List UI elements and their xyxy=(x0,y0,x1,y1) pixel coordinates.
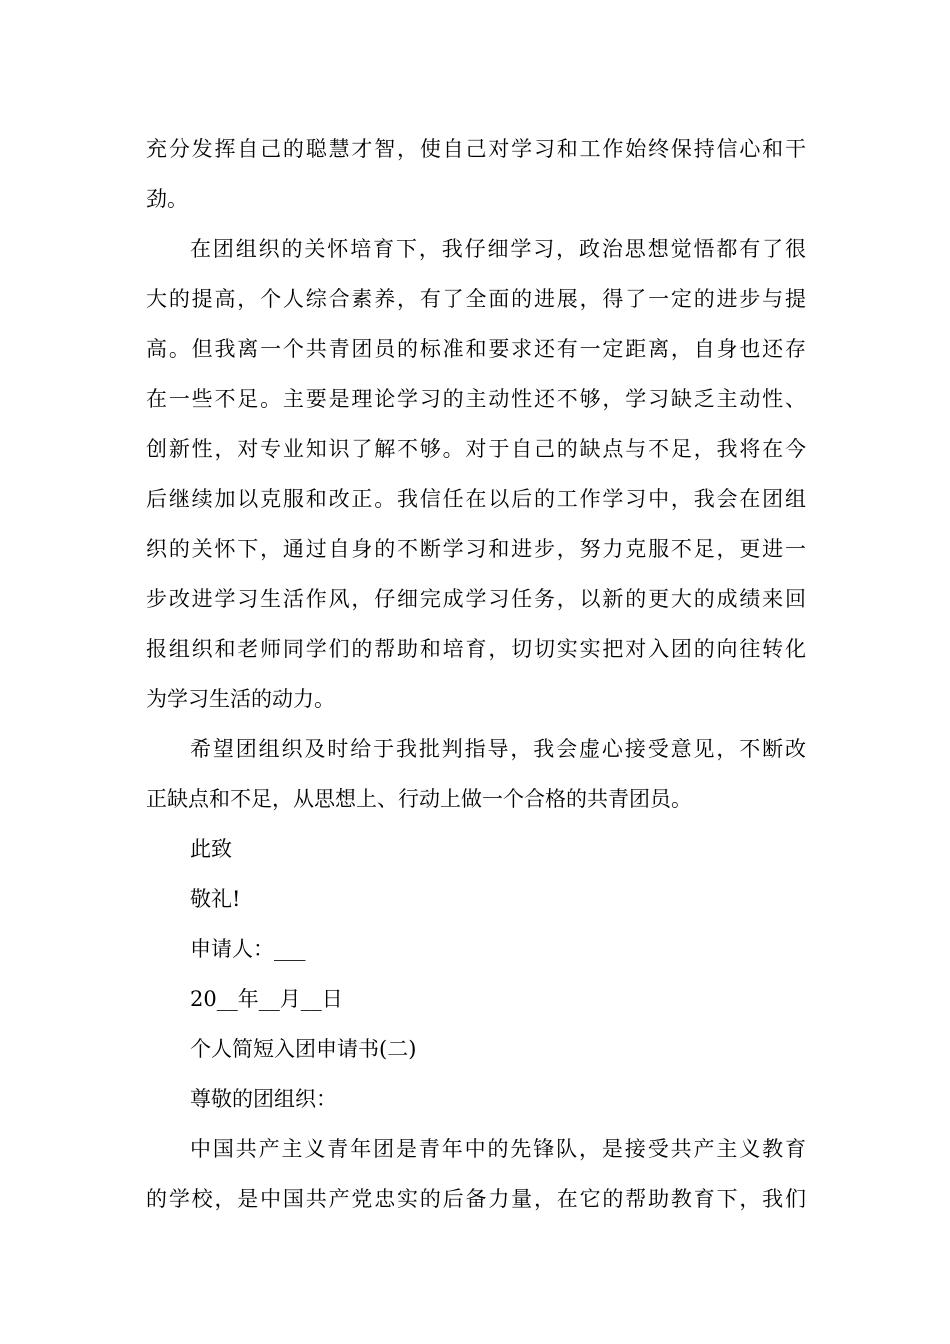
text-line: 创新性，对专业知识了解不够。对于自己的缺点与不足，我将在今 xyxy=(146,437,806,461)
text-line: 大的提高，个人综合素养，有了全面的进展，得了一定的进步与提 xyxy=(146,287,806,311)
date-line: 20__年__月__日 xyxy=(190,987,343,1011)
closing-salutation: 此致 xyxy=(190,837,232,861)
text-line: 步改进学习生活作风，仔细完成学习任务，以新的更大的成绩来回 xyxy=(146,587,806,611)
text-line: 为学习生活的动力。 xyxy=(146,687,335,711)
paragraph-first-line: 在团组织的关怀培育下，我仔细学习，政治思想觉悟都有了很 xyxy=(190,237,806,261)
greeting: 尊敬的团组织： xyxy=(190,1087,337,1111)
document-body xyxy=(146,124,806,1224)
text-line: 在一些不足。主要是理论学习的主动性还不够，学习缺乏主动性、 xyxy=(146,387,806,411)
text-line: 正缺点和不足，从思想上、行动上做一个合格的共青团员。 xyxy=(146,787,692,811)
paragraph-first-line: 中国共产主义青年团是青年中的先锋队，是接受共产主义教育 xyxy=(190,1137,806,1161)
text-line: 高。但我离一个共青团员的标准和要求还有一定距离，自身也还存 xyxy=(146,337,806,361)
closing-regards: 敬礼! xyxy=(190,887,241,911)
text-line: 的学校，是中国共产党忠实的后备力量，在它的帮助教育下，我们 xyxy=(146,1187,806,1211)
text-line: 充分发挥自己的聪慧才智，使自己对学习和工作始终保持信心和干 xyxy=(146,137,806,161)
text-line: 报组织和老师同学们的帮助和培育，切切实实把对入团的向往转化 xyxy=(146,637,806,661)
text-line: 织的关怀下，通过自身的不断学习和进步，努力克服不足，更进一 xyxy=(146,537,806,561)
text-line: 劲。 xyxy=(146,187,188,211)
section-title: 个人简短入团申请书(二) xyxy=(190,1037,417,1061)
applicant-line: 申请人：___ xyxy=(190,937,306,961)
text-line: 后继续加以克服和改正。我信任在以后的工作学习中，我会在团组 xyxy=(146,487,806,511)
paragraph-first-line: 希望团组织及时给于我批判指导，我会虚心接受意见，不断改 xyxy=(190,737,806,761)
